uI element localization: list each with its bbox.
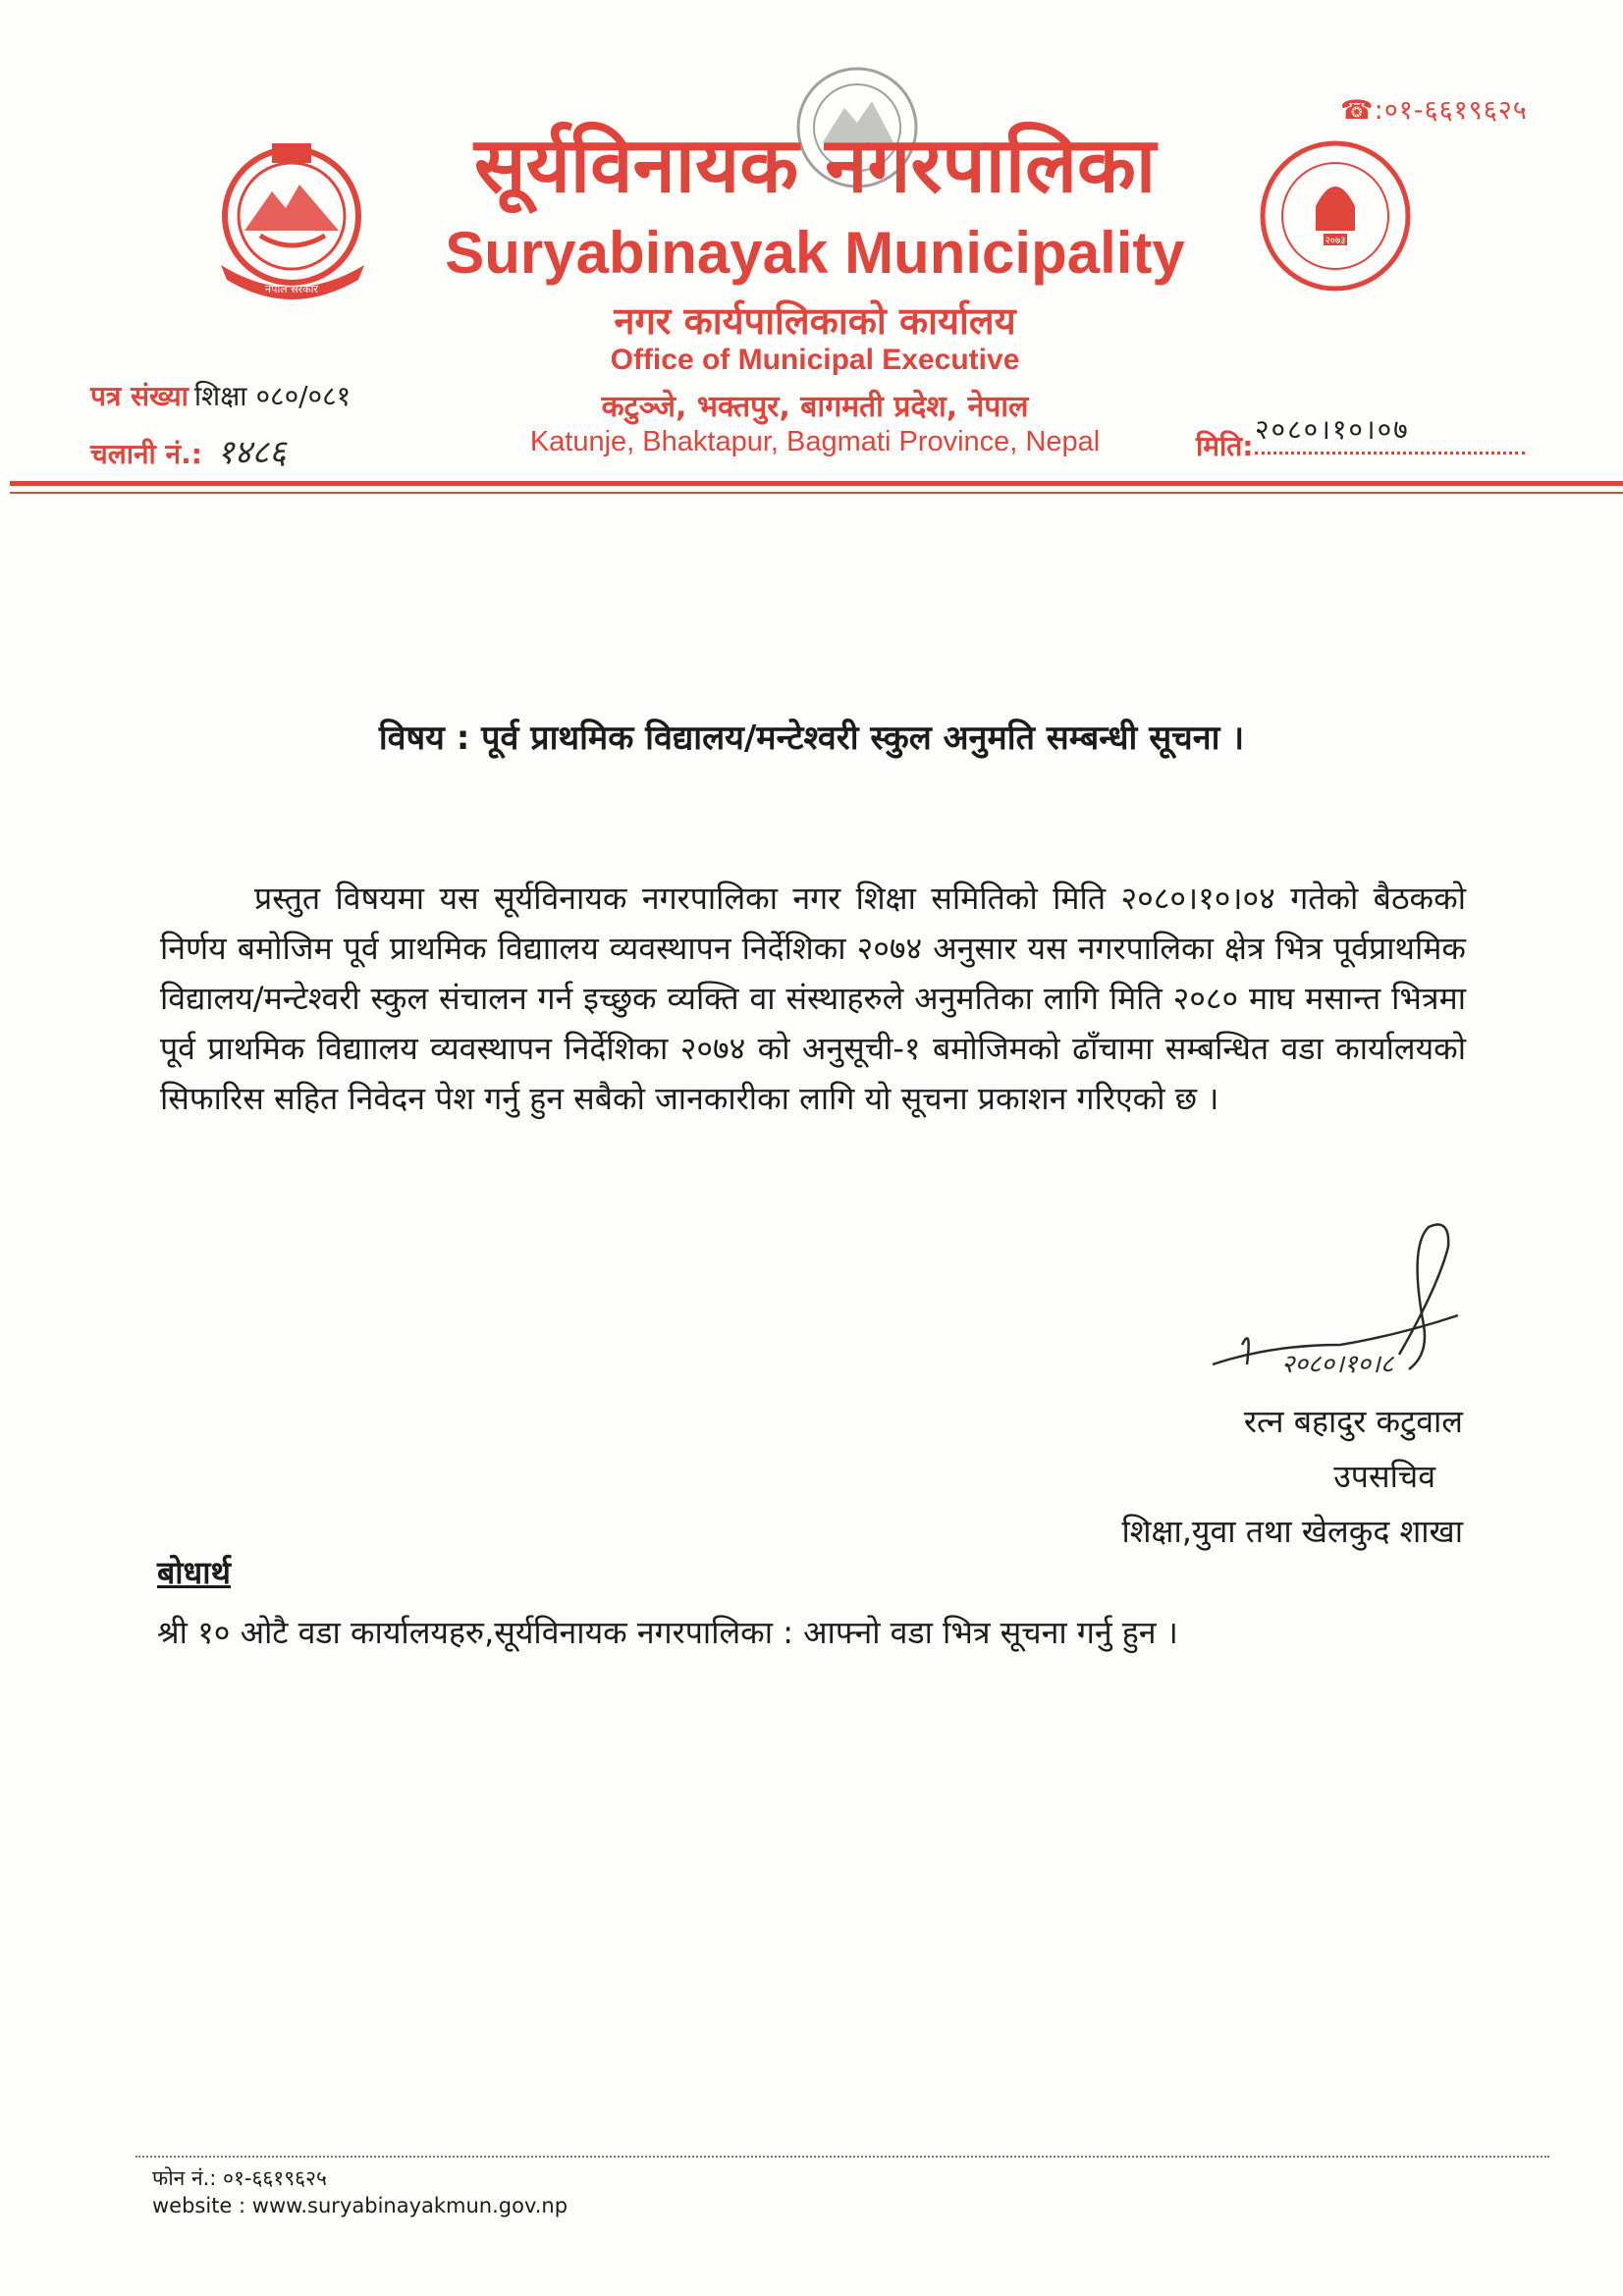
signatory-name: रत्न बहादुर कटुवाल — [1243, 1403, 1463, 1440]
address-np: कटुञ्जे, भक्तपुर, बागमती प्रदेश, नेपाल — [601, 390, 1029, 424]
municipality-title-np: सूर्यविनायक नगरपालिका — [473, 122, 1157, 210]
municipality-title-en: Suryabinayak Municipality — [445, 220, 1185, 286]
office-title-en: Office of Municipal Executive — [610, 344, 1020, 376]
svg-text:२०७३: २०७३ — [1325, 236, 1346, 246]
footer-website: website : www.suryabinayakmun.gov.np — [152, 2194, 568, 2217]
office-title-np: नगर कार्यपालिकाको कार्यालय — [614, 299, 1016, 343]
cc-heading: बोधार्थ — [157, 1554, 231, 1591]
dispatch-number-value: १४८६ — [216, 433, 287, 472]
letter-number-label: पत्र संख्या — [90, 380, 189, 412]
signatory-block — [1100, 1394, 1463, 1559]
dispatch-number-row — [90, 428, 287, 473]
signatory-designation: उपसचिव — [1333, 1458, 1435, 1495]
letter-body-paragraph: प्रस्तुत विषयमा यस सूर्यविनायक नगरपालिका नगर शिक्षा समितिको मिति २०८०।१०।०४ गतेको बैठकको निर्णय बमोजिम पूर्व प्राथमिक विद्याालय व्यवस्थापन निर्देशिका २०७४ अनुसार यस नगरपालिका क्षेत्र भित्र पूर्वप्राथमिक विद्यालय/मन्टेश्वरी स्कुल संचालन गर्न इच्छुक व्यक्ति वा संस्थाहरुले अनुमतिका लागि मिति २०८० माघ मसान्त भित्रमा पूर्व प्राथमिक विद्याालय व्यवस्थापन निर्देशिका २०७४ को अनुसूची-१ बमोजिमको ढाँचामा सम्बन्धित वडा कार्यालयको सिफारिस सहित निवेदन पेश गर्नु हुन सबैको जानकारीका लागि यो सूचना प्रकाशन गरिएको छ । — [160, 880, 1466, 1117]
signatory-section: शिक्षा,युवा तथा खेलकुद शाखा — [1121, 1513, 1463, 1550]
letter-number-value: शिक्षा ०८०/०८१ — [193, 380, 352, 412]
header-phone: ☎:०१-६६१९६२५ — [1340, 95, 1528, 126]
footer-phone: फोन नं.: ०१-६६१९६२५ — [152, 2166, 327, 2190]
header-divider — [10, 481, 1623, 486]
letter-date-value: २०८०।१०।०७ — [1255, 413, 1410, 446]
letter-subject: विषय : पूर्व प्राथमिक विद्यालय/मन्टेश्वरी स्कुल अनुमति सम्बन्धी सूचना । — [378, 719, 1245, 758]
municipality-seal-logo — [1255, 137, 1417, 294]
cc-text: श्री १० ओटै वडा कार्यालयहरु,सूर्यविनायक नगरपालिका : आफ्नो वडा भित्र सूचना गर्नु हुन । — [157, 1614, 1178, 1651]
handwritten-signature — [1193, 1207, 1478, 1384]
letter-number-row — [90, 377, 351, 414]
address-en: Katunje, Bhaktapur, Bagmati Province, Nepal — [529, 426, 1101, 457]
date-dotted-line — [1255, 452, 1525, 454]
letter-date-label: मिति: — [1196, 430, 1254, 462]
dispatch-number-label: चलानी नं.: — [90, 438, 202, 470]
header-divider-thin — [10, 492, 1623, 494]
footer-divider — [135, 2156, 1549, 2158]
svg-text:२०८०।१०।८: २०८०।१०।८ — [1281, 1350, 1394, 1379]
svg-text:नेपाल सरकार: नेपाल सरकार — [265, 283, 318, 295]
